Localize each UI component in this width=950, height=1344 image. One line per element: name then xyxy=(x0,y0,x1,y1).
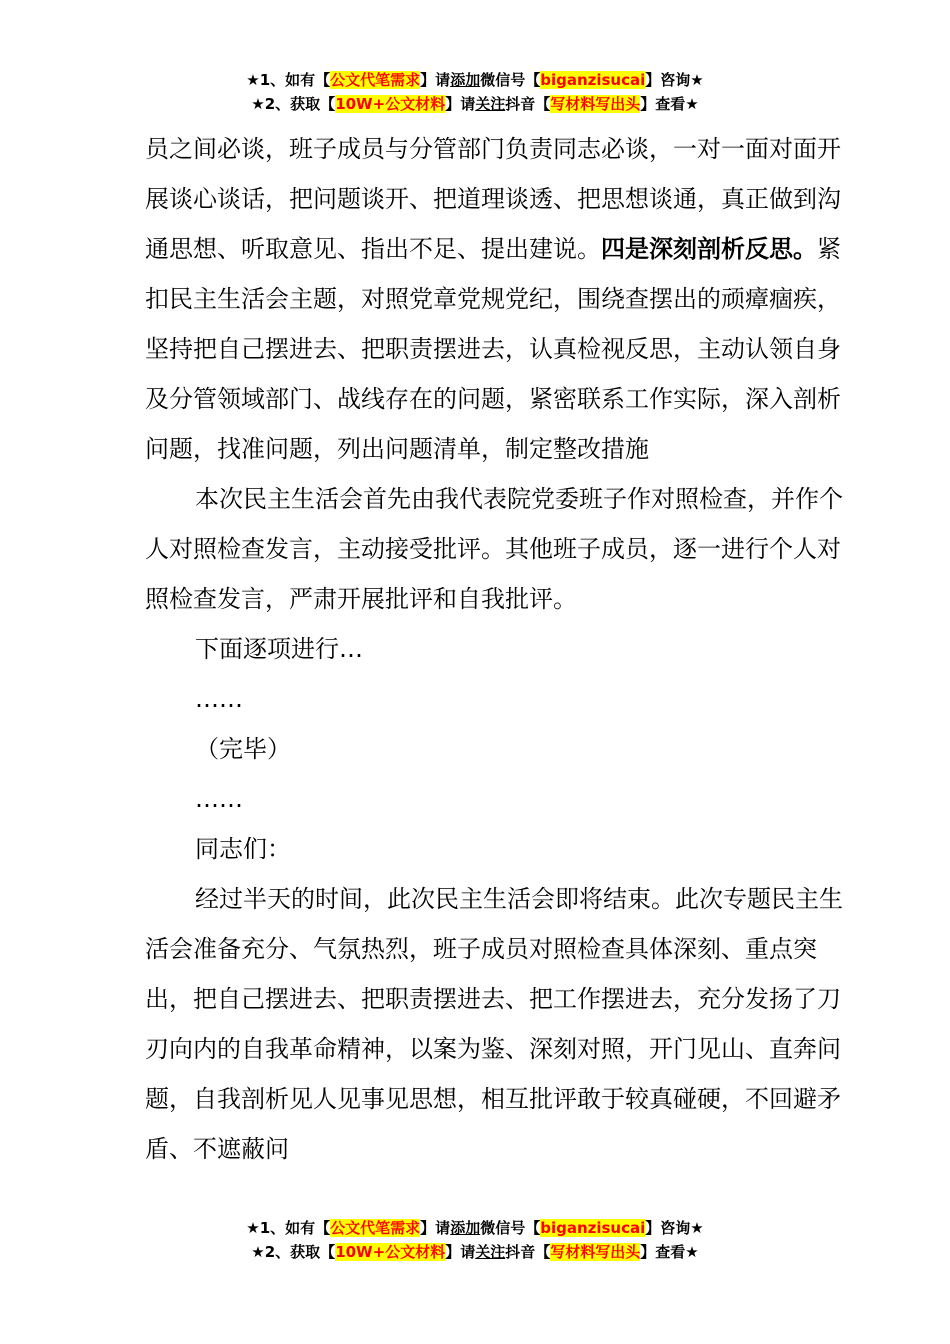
banner-highlight: 10W+公文材料 xyxy=(335,1243,446,1261)
banner-underline: 关注 xyxy=(475,95,506,113)
banner-text: ★2、获取【 xyxy=(251,1243,336,1261)
banner-line-2 xyxy=(0,1240,950,1264)
banner-underline: 添加 xyxy=(450,71,481,89)
banner-text: 抖音【 xyxy=(505,95,551,113)
banner-text: 微信号【 xyxy=(480,1219,541,1237)
banner-underline: 添加 xyxy=(450,1219,481,1237)
banner-text: 】请 xyxy=(420,1219,451,1237)
footer-banner xyxy=(0,1216,950,1264)
paragraph: 本次民主生活会首先由我代表院党委班子作对照检查，并作个人对照检查发言，主动接受批评。其他班子成员，逐一进行个人对照检查发言，严肃开展批评和自我批评。 xyxy=(145,485,843,613)
banner-highlight: 公文代笔需求 xyxy=(330,1219,421,1237)
banner-text: ★1、如有【 xyxy=(246,1219,331,1237)
paragraph-text: 员之间必谈，班子成员与分管部门负责同志必谈，一对一面对面开展谈心谈话，把问题谈开、把道理谈透、把思想谈通，真正做到沟通思想、听取意见、指出不足、提出建说。 xyxy=(145,135,841,263)
document-body xyxy=(145,124,845,1174)
banner-wechat-id: biganzisucai xyxy=(540,71,646,89)
banner-text: 微信号【 xyxy=(480,71,541,89)
banner-highlight: 10W+公文材料 xyxy=(335,95,446,113)
banner-text: 】请 xyxy=(445,1243,476,1261)
banner-line-1 xyxy=(0,68,950,92)
paragraph xyxy=(145,124,845,474)
ellipsis: …… xyxy=(195,785,243,813)
banner-text: ★2、获取【 xyxy=(251,95,336,113)
banner-text: 】咨询★ xyxy=(645,71,704,89)
paragraph: 经过半天的时间，此次民主生活会即将结束。此次专题民主生活会准备充分、气氛热烈，班子成员对照检查具体深刻、重点突出，把自己摆进去、把职责摆进去、把工作摆进去，充分发扬了刀刃向内的自我革命精神，以案为鉴、深刻对照，开门见山、直奔问题，自我剖析见人见事见思想，相互批评敢于较真碰硬，不回避矛盾、不遮蔽问 xyxy=(145,885,843,1163)
banner-wechat-id: biganzisucai xyxy=(540,1219,646,1237)
banner-text: 抖音【 xyxy=(505,1243,551,1261)
banner-douyin-id: 写材料写出头 xyxy=(550,1243,641,1261)
end-marker: （完毕） xyxy=(195,735,291,763)
banner-highlight: 公文代笔需求 xyxy=(330,71,421,89)
banner-text: 】查看★ xyxy=(640,1243,699,1261)
banner-text: 】查看★ xyxy=(640,95,699,113)
header-banner xyxy=(0,68,950,116)
banner-text: 】请 xyxy=(420,71,451,89)
paragraph-text: 紧扣民主生活会主题，对照党章党规党纪，围绕查摆出的顽瘴痼疾，坚持把自己摆进去、把职责摆进去，认真检视反思，主动认领自身及分管领域部门、战线存在的问题，紧密联系工作实际，深入剖析问题，找准问题，列出问题清单，制定整改措施 xyxy=(145,235,841,463)
banner-text: ★1、如有【 xyxy=(246,71,331,89)
paragraph-bold-heading: 四是深刻剖析反思。 xyxy=(601,235,817,263)
banner-text: 】咨询★ xyxy=(645,1219,704,1237)
ellipsis: …… xyxy=(195,685,243,713)
banner-line-2 xyxy=(0,92,950,116)
banner-underline: 关注 xyxy=(475,1243,506,1261)
greeting: 同志们： xyxy=(195,835,291,863)
banner-line-1 xyxy=(0,1216,950,1240)
banner-text: 】请 xyxy=(445,95,476,113)
banner-douyin-id: 写材料写出头 xyxy=(550,95,641,113)
paragraph: 下面逐项进行… xyxy=(195,635,363,663)
